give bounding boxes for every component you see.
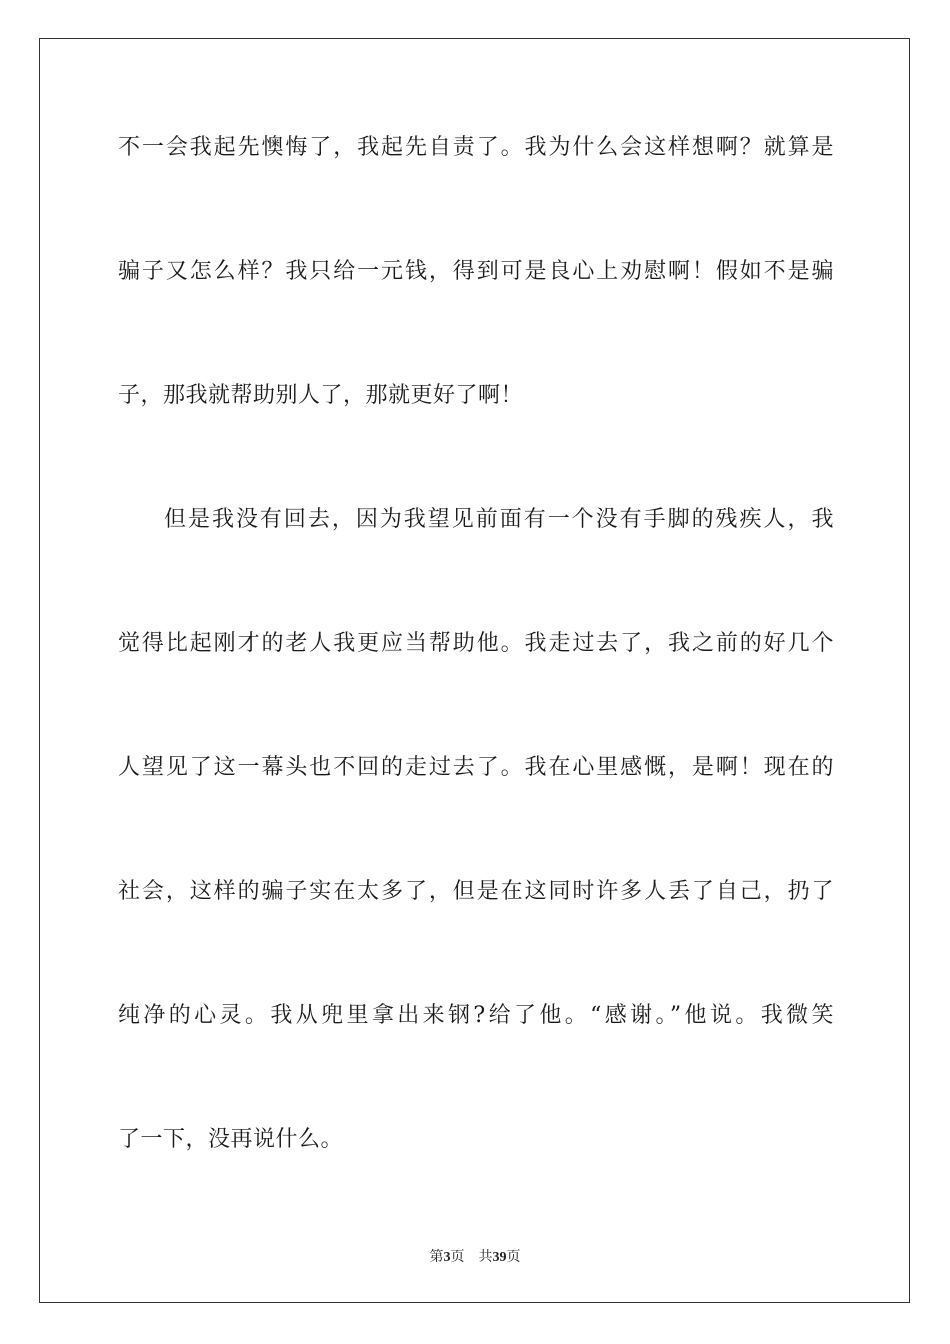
- page-number: 3: [443, 1250, 451, 1265]
- text-line: 觉得比起刚才的老人我更应当帮助他。我走过去了，我之前的好几个: [118, 631, 834, 656]
- total-pages: 39: [492, 1250, 507, 1265]
- text-line: 子，那我就帮助别人了，那就更好了啊！: [118, 383, 524, 408]
- text-line: 骗子又怎么样？我只给一元钱，得到可是良心上劝慰啊！假如不是骗: [118, 259, 834, 284]
- text-line: 社会，这样的骗子实在太多了，但是在这同时许多人丢了自己，扔了: [118, 879, 834, 904]
- text-line: 纯净的心灵。我从兜里拿出来钢?给了他。“感谢。”他说。我微笑: [118, 1003, 834, 1028]
- total-prefix: 共: [478, 1249, 493, 1265]
- text-line: 人望见了这一幕头也不回的走过去了。我在心里感慨，是啊！现在的: [118, 755, 834, 780]
- text-line: 不一会我起先懊悔了，我起先自责了。我为什么会这样想啊？就算是: [118, 135, 834, 160]
- page-footer: [0, 1246, 950, 1266]
- paragraph-first-line: 但是我没有回去，因为我望见前面有一个没有手脚的残疾人，我: [164, 507, 834, 532]
- page-suffix: 页: [450, 1249, 465, 1265]
- page-border: [39, 38, 910, 1303]
- total-suffix: 页: [506, 1249, 521, 1265]
- page-prefix: 第: [429, 1249, 444, 1265]
- text-line: 了一下，没再说什么。: [118, 1127, 344, 1152]
